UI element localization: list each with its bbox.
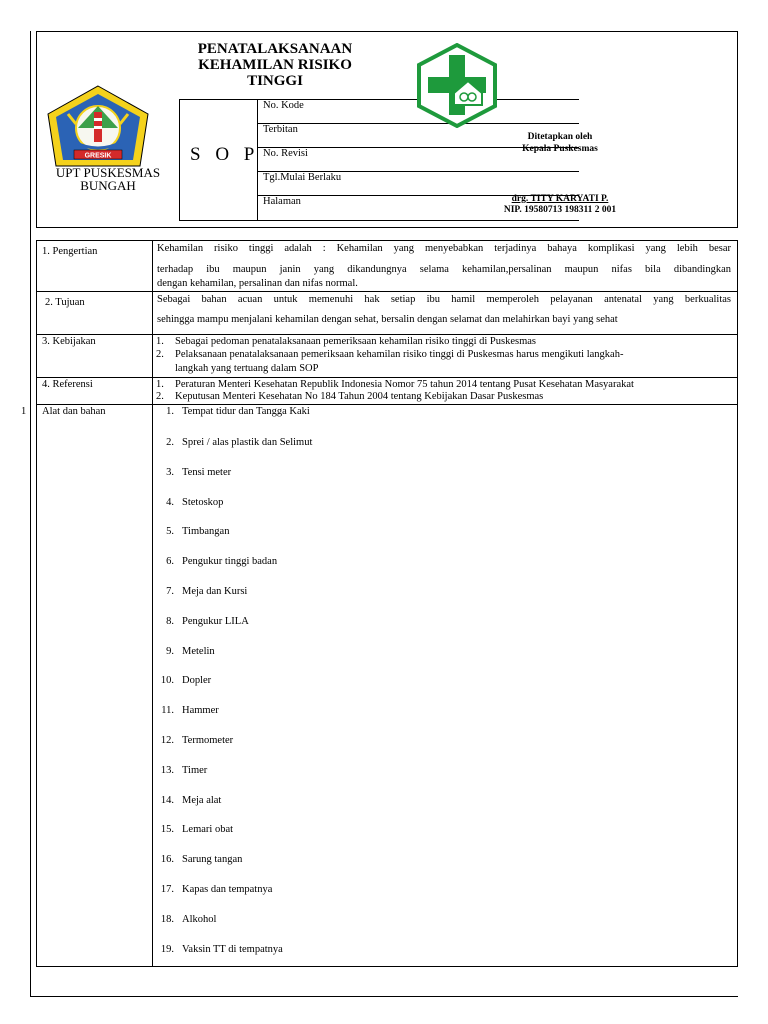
section-referensi-label: 4. Referensi: [42, 379, 93, 390]
alat-item-text: Sarung tangan: [182, 854, 243, 866]
alat-item-number: 14.: [160, 794, 174, 806]
alat-list-item: [152, 586, 247, 597]
referensi-item-2: Keputusan Menteri Kesehatan No 184 Tahun 2004 tentang Kebijakan Dasar Puskesmas: [175, 391, 544, 402]
alat-item-text: Meja alat: [182, 794, 222, 806]
org-line-2: BUNGAH: [80, 178, 136, 193]
alat-list-item: [152, 914, 216, 925]
alat-list-item: [152, 735, 233, 746]
alat-item-text: Vaksin TT di tempatnya: [182, 943, 283, 955]
alat-item-number: 16.: [160, 854, 174, 866]
page-frame-bottom: [30, 996, 738, 997]
alat-list-item: [152, 705, 219, 716]
head-name: drg. TITY KARYATI P.: [511, 194, 609, 204]
title-line-2: KEHAMILAN RISIKO: [198, 57, 352, 73]
pengertian-line-2: terhadap ibu maupun janin yang dikandungnya selama kehamilan,persalinan maupun nifas bila dibandingkan: [157, 263, 731, 275]
org-line-1: UPT PUSKESMAS: [55, 165, 161, 180]
established-line-1: Ditetapkan oleh: [527, 132, 593, 142]
tujuan-line-2: sehingga mampu menjalani kehamilan dengan sehat, bersalin dengan selamat dan melahirkan bayi yang sehat: [157, 313, 618, 325]
alat-item-number: 8.: [166, 615, 174, 627]
alat-list-item: [152, 944, 283, 955]
established-line-2: Kepala Puskesmas: [522, 144, 598, 154]
alat-list-item: [152, 556, 277, 567]
title-line-1: PENATALAKSANAAN: [197, 41, 353, 57]
alat-item-text: Alkohol: [182, 913, 217, 925]
alat-item-number: 1.: [166, 406, 174, 417]
alat-item-text: Timer: [182, 764, 208, 776]
gresik-logo-icon: [44, 84, 152, 170]
pengertian-line-1: Kehamilan risiko tinggi adalah : Kehamilan yang menyebabkan terjadinya bahaya komplikasi yang lebih besar: [157, 243, 731, 254]
alat-list-item: [152, 467, 231, 478]
kebijakan-num-2: 2.: [156, 349, 164, 360]
title-line-3: TINGGI: [247, 73, 303, 89]
alat-item-number: 6.: [166, 556, 174, 568]
alat-item-text: Sprei / alas plastik dan Selimut: [182, 437, 313, 448]
kebijakan-item-1: Sebagai pedoman penatalaksanaan pemeriksaan kehamilan risiko tinggi di Puskesmas: [175, 336, 536, 347]
sop-label: S O P: [190, 144, 260, 165]
alat-list-item: [152, 616, 249, 627]
alat-item-text: Hammer: [182, 705, 219, 717]
alat-list-item: [152, 765, 207, 776]
alat-item-number: 19.: [160, 943, 174, 955]
alat-item-text: Tensi meter: [182, 466, 232, 478]
alat-item-text: Lemari obat: [182, 824, 234, 836]
referensi-num-1: 1.: [156, 379, 164, 390]
alat-list-item: [152, 646, 215, 657]
head-nip: NIP. 19580713 198311 2 001: [503, 205, 617, 215]
tujuan-line-1: Sebagai bahan acuan untuk memenuhi hak setiap ibu hamil memperoleh pelayanan antenatal yang berkualitas: [157, 294, 731, 305]
alat-item-text: Dopler: [182, 675, 212, 687]
alat-item-number: 13.: [160, 764, 174, 776]
puskesmas-logo-icon: [416, 43, 498, 128]
alat-item-number: 4.: [166, 496, 174, 508]
section-tujuan-text: [157, 292, 731, 328]
alat-item-number: 5.: [166, 526, 174, 538]
alat-list-item: [152, 437, 312, 448]
page-frame-left: [30, 31, 31, 997]
section-alat-label: Alat dan bahan: [42, 406, 106, 417]
section-kebijakan-label: 3. Kebijakan: [42, 336, 96, 347]
alat-item-number: 10.: [160, 675, 174, 687]
alat-list-item: [152, 795, 221, 806]
pengertian-line-3: dengan kehamilan, persalinan dan nifas normal.: [157, 278, 358, 289]
logo-label: GRESIK: [84, 152, 112, 160]
head-signature: [470, 194, 650, 216]
alat-list-item: [152, 824, 233, 835]
alat-list-item: [152, 526, 229, 537]
alat-item-number: 11.: [161, 705, 174, 717]
field-halaman: Halaman: [263, 196, 301, 207]
referensi-num-2: 2.: [156, 391, 164, 402]
alat-item-text: Termometer: [182, 735, 234, 746]
alat-list-item: [152, 406, 310, 417]
alat-item-number: 7.: [166, 586, 174, 597]
alat-list-item: [152, 884, 272, 895]
alat-item-number: 2.: [166, 437, 174, 448]
section-tujuan-label: 2. Tujuan: [45, 297, 85, 308]
alat-list-item: [152, 675, 211, 686]
alat-item-text: Stetoskop: [182, 496, 224, 508]
alat-item-text: Kapas dan tempatnya: [182, 884, 273, 895]
alat-item-text: Timbangan: [182, 526, 230, 538]
alat-item-text: Metelin: [182, 645, 215, 657]
kebijakan-item-2: Pelaksanaan penatalaksanaan pemeriksaan kehamilan risiko tinggi di Puskesmas harus mengikuti langkah-: [175, 349, 624, 360]
page-title: [180, 41, 370, 89]
field-no-kode: No. Kode: [263, 100, 304, 111]
field-no-revisi: No. Revisi: [263, 148, 308, 159]
section-pengertian-label: 1. Pengertian: [42, 246, 98, 257]
alat-item-text: Pengukur tinggi badan: [182, 556, 278, 568]
kebijakan-item-3: langkah yang tertuang dalam SOP: [175, 363, 319, 374]
margin-mark: 1: [21, 406, 27, 417]
org-name: [38, 166, 178, 192]
alat-item-text: Meja dan Kursi: [182, 586, 248, 597]
alat-item-number: 15.: [160, 824, 174, 836]
alat-item-number: 18.: [160, 913, 174, 925]
field-terbitan: Terbitan: [263, 124, 298, 135]
field-tgl-mulai: Tgl.Mulai Berlaku: [263, 172, 342, 183]
alat-item-number: 17.: [160, 884, 174, 895]
alat-item-number: 9.: [166, 645, 174, 657]
section-pengertian-text: [157, 241, 731, 293]
referensi-item-1: Peraturan Menteri Kesehatan Republik Indonesia Nomor 75 tahun 2014 tentang Pusat Kesehatan Masyarakat: [175, 379, 634, 390]
alat-item-text: Tempat tidur dan Tangga Kaki: [182, 406, 310, 417]
established-by: [490, 131, 630, 155]
alat-list-item: [152, 854, 242, 865]
alat-item-number: 3.: [166, 466, 174, 478]
alat-item-text: Pengukur LILA: [182, 615, 249, 627]
alat-list-item: [152, 497, 223, 508]
kebijakan-num-1: 1.: [156, 336, 164, 347]
alat-item-number: 12.: [160, 735, 174, 746]
